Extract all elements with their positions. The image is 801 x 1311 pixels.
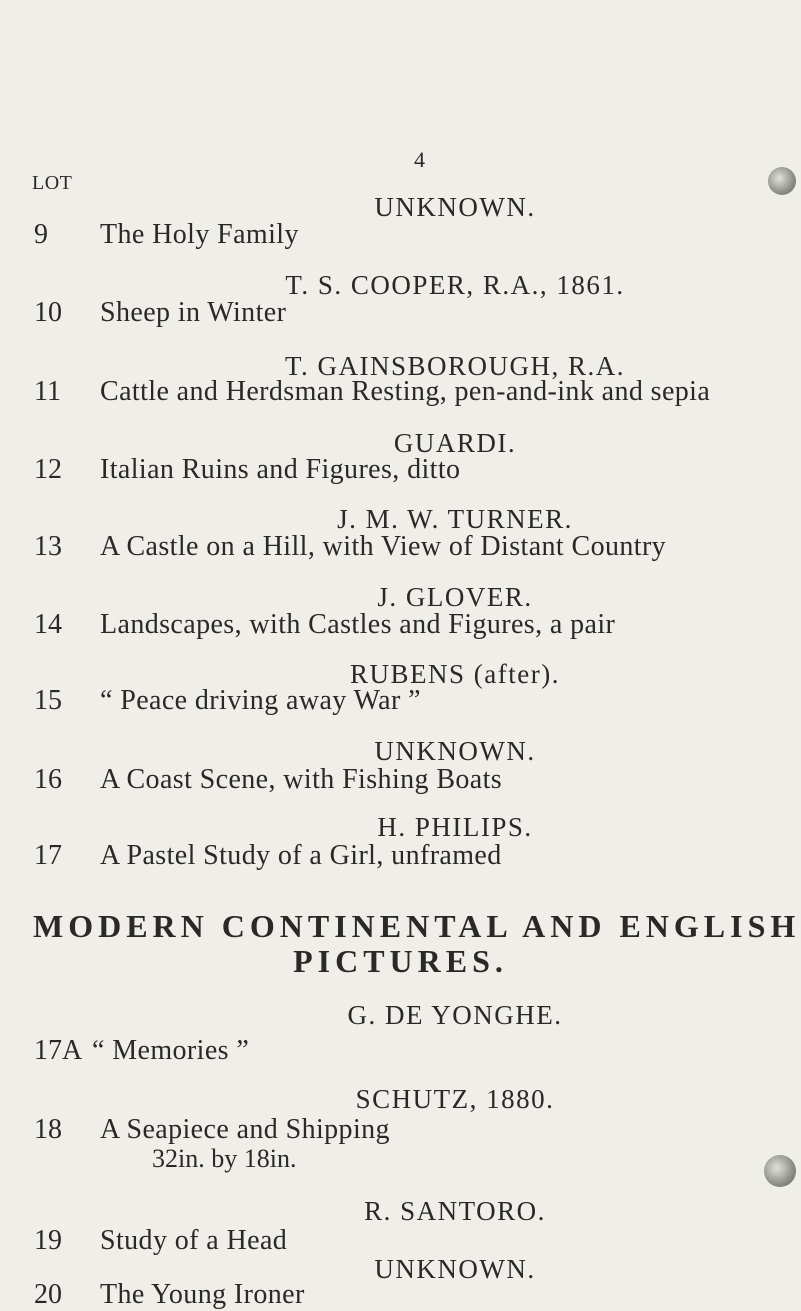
lot-title: The Holy Family [100, 219, 299, 250]
artist-name: UNKNOWN. [374, 1254, 536, 1284]
artist-name: UNKNOWN. [374, 192, 536, 222]
lot-number: 17A [34, 1035, 83, 1066]
lot-number: 18 [34, 1114, 62, 1145]
lot-title: Italian Ruins and Figures, ditto [100, 454, 461, 485]
stain-bottom-right [764, 1155, 796, 1187]
lot-title: Sheep in Winter [100, 297, 287, 328]
lot-number: 14 [34, 609, 62, 640]
lot-number: 17 [34, 840, 62, 871]
lot-title: Cattle and Herdsman Resting, pen-and-ink and sepia [100, 376, 711, 407]
artist-name: R. SANTORO. [364, 1196, 546, 1226]
lot-dimensions: 32in. by 18in. [152, 1144, 297, 1173]
lot-title: Study of a Head [100, 1225, 288, 1256]
stain-top-right [768, 167, 796, 195]
lot-number: 20 [34, 1279, 62, 1310]
lot-number: 10 [34, 297, 62, 328]
lot-title: Landscapes, with Castles and Figures, a pair [100, 609, 616, 640]
lot-column-heading: LOT [32, 172, 73, 194]
artist-name: J. M. W. TURNER. [337, 504, 573, 534]
lot-title: “ Memories ” [92, 1035, 250, 1066]
artist-name: J. GLOVER. [377, 582, 533, 612]
artist-name: G. DE YONGHE. [347, 1000, 563, 1030]
lot-title: A Castle on a Hill, with View of Distant Country [100, 531, 667, 562]
lot-number: 19 [34, 1225, 62, 1256]
artist-name: H. PHILIPS. [377, 812, 533, 842]
lot-number: 16 [34, 764, 62, 795]
artist-name: SCHUTZ, 1880. [355, 1084, 555, 1114]
lot-title: “ Peace driving away War ” [100, 685, 421, 716]
artist-name: T. GAINSBOROUGH, R.A. [284, 351, 625, 381]
artist-name: T. S. COOPER, R.A., 1861. [285, 270, 625, 300]
lot-title: A Seapiece and Shipping [100, 1114, 390, 1145]
section-heading-continued: PICTURES. [293, 943, 508, 979]
lot-title: A Pastel Study of a Girl, unframed [100, 840, 502, 871]
page-number: 4 [414, 147, 425, 172]
lot-title: A Coast Scene, with Fishing Boats [100, 764, 503, 795]
lot-number: 11 [34, 376, 61, 407]
lot-number: 9 [34, 219, 48, 250]
lot-title: The Young Ironer [100, 1279, 305, 1310]
section-heading: MODERN CONTINENTAL AND ENGLISH [33, 908, 801, 944]
artist-name: UNKNOWN. [374, 736, 536, 766]
lot-number: 15 [34, 685, 62, 716]
artist-name: GUARDI. [393, 428, 517, 458]
lot-number: 12 [34, 454, 62, 485]
lot-number: 13 [34, 531, 62, 562]
artist-name: RUBENS (after). [350, 659, 560, 689]
